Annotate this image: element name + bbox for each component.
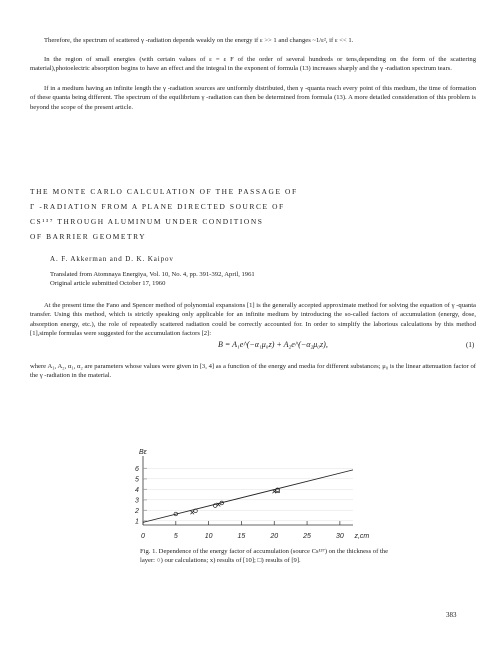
paragraph-fano-spencer: At the present time the Fano and Spencer method of polynomial expansions [1] is the generally accepted approximate method for solving the equation of γ -quanta transfer. Using this method, which is strictly speaking only applicable for an infinite medium by introducing the so-called factors of accumulation (energy, dose, absorption energy, etc.), the role of repeatedly scattered radiation could be correctly accounted for. In order to simplify the laborious calculations by this method [1],simple formulas were suggested for the accumulation factors [2]: bbox=[30, 302, 476, 338]
paragraph-spectrum: Therefore, the spectrum of scattered γ -radiation depends weakly on the energy if ε >> 1 and changes ~1/ε², if ε << 1. bbox=[44, 37, 354, 44]
formula-accumulation: B = A₁e^(−α₁μ₀z) + A₂e^(−α₂μ₀z), bbox=[218, 340, 328, 349]
y-tick-label: 2 bbox=[135, 507, 139, 515]
y-tick-label: 6 bbox=[135, 465, 139, 473]
x-tick-label: 30 bbox=[335, 533, 344, 540]
title-line-1: THE MONTE CARLO CALCULATION OF THE PASSAGE OF bbox=[30, 187, 298, 196]
page-number: 383 bbox=[446, 611, 457, 619]
x-tick-label: 15 bbox=[237, 533, 246, 540]
x-tick-label: 5 bbox=[173, 533, 178, 540]
y-tick-label: 3 bbox=[135, 497, 139, 505]
equation-number: (1) bbox=[466, 341, 475, 349]
paragraph-infinite-medium: If in a medium having an infinite length the γ -radiation sources are uniformly distributed, then γ -quanta reach every point of this medium, the time of formation of these quanta being different. The spectrum of the equilibrium γ -radiation can then be determined from formula (13). A more detailed consideration of this problem is beyond the scope of the present article. bbox=[30, 85, 476, 111]
x-axis-label: z,cm bbox=[354, 533, 370, 540]
x-tick-label: 10 bbox=[204, 533, 213, 540]
paragraph-small-energies: In the region of small energies (with certain values of ε = ε F of the order of several hundreds or tens,depending on the form of the scattering material),photoelectric absorption begins to have an effect and the integral in the exponent of formula (13) increases sharply and the γ -radiation spectrum tears. bbox=[30, 56, 476, 73]
x-tick-label: 25 bbox=[303, 533, 311, 540]
y-tick-label: 5 bbox=[135, 476, 139, 484]
translation-note: Translated from Atomnaya Energiya, Vol. 10, No. 4, pp. 391-392, April, 1961 bbox=[50, 271, 255, 278]
title-line-2: Γ -RADIATION FROM A PLANE DIRECTED SOURCE OF bbox=[30, 202, 285, 211]
title-line-3: CS¹³⁷ THROUGH ALUMINUM UNDER CONDITIONS bbox=[30, 217, 264, 226]
paragraph-parameters: where A₁, A₂, α₁, α₂ are parameters whose values were given in [3, 4] as a function of the energy and media for different substances; μ₀ is the linear attenuation factor of the γ -radiation in the material. bbox=[30, 363, 476, 380]
title-line-4: OF BARRIER GEOMETRY bbox=[30, 232, 147, 241]
plot-area bbox=[134, 449, 369, 540]
y-tick-label: 1 bbox=[135, 518, 139, 526]
submission-note: Original article submitted October 17, 1960 bbox=[50, 280, 166, 287]
figure-caption: Fig. 1. Dependence of the energy factor of accumulation (source Cs¹³⁷) on the thickness of the layer: ○) our calculations; x) results of [10]; □) results of [9]. bbox=[140, 548, 389, 565]
y-axis-label: Bε bbox=[139, 449, 147, 456]
fit-line bbox=[143, 470, 353, 523]
x-tick-label: 20 bbox=[270, 533, 279, 540]
x-tick-label: 0 bbox=[141, 533, 145, 540]
data-point-x bbox=[190, 511, 194, 515]
authors: A. F. Akkerman and D. K. Kaipov bbox=[50, 255, 174, 263]
y-tick-label: 4 bbox=[135, 486, 139, 494]
